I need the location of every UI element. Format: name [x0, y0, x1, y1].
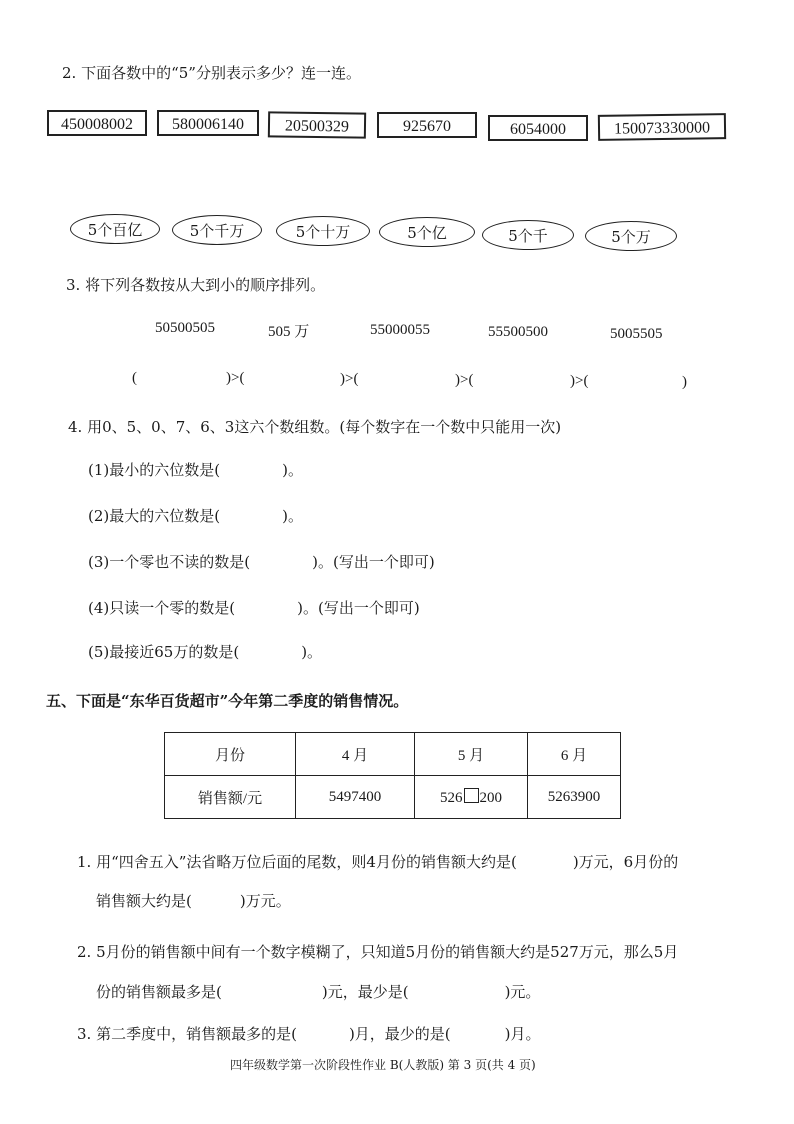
q4-title: 4. 用0、5、0、7、6、3这六个数组数。(每个数字在一个数中只能用一次)	[68, 418, 562, 436]
sec5-q2-text: )元。	[504, 983, 541, 1001]
q4-item-prefix: (4)只读一个零的数是(	[88, 599, 236, 617]
order-number: 5005505	[610, 326, 663, 342]
sec5-q3-text: 3. 第二季度中，销售额最多的是(	[77, 1025, 297, 1043]
answer-paren[interactable]: )	[682, 374, 687, 390]
q4-item-suffix: )。(写出一个即可)	[312, 553, 435, 571]
sec5-q1-line1	[77, 851, 678, 872]
sec5-q3-text: )月。	[504, 1025, 541, 1043]
sec5-q3	[77, 1023, 541, 1044]
table-row	[165, 733, 621, 776]
table-cell: 5497400	[296, 776, 415, 819]
value-part: 526	[440, 789, 463, 806]
q4-item-prefix: (2)最大的六位数是(	[88, 507, 221, 525]
q4-item-suffix: )。	[301, 643, 323, 661]
number-box[interactable]: 20500329	[268, 111, 366, 138]
table-cell	[415, 776, 528, 819]
sec5-q2-line1: 2. 5月份的销售额中间有一个数字模糊了，只知道5月份的销售额大约是527万元，那么5月	[77, 943, 679, 961]
sales-table	[164, 732, 621, 819]
q4-item	[88, 597, 420, 618]
q4-item-prefix: (5)最接近65万的数是(	[88, 643, 240, 661]
sec5-q1-text: )万元。	[239, 892, 291, 910]
answer-blank[interactable]: )>(	[340, 371, 359, 387]
order-number: 55500500	[488, 324, 548, 340]
q4-item	[88, 551, 435, 572]
q4-item	[88, 641, 322, 662]
page-footer: 四年级数学第一次阶段性作业 B(人教版) 第 3 页(共 4 页)	[230, 1058, 536, 1072]
order-number: 55000055	[370, 322, 430, 338]
value-part: 200	[479, 789, 502, 806]
order-number: 50500505	[155, 320, 215, 336]
q4-item-suffix: )。	[282, 507, 303, 525]
sec5-q2-text: 份的销售额最多是(	[96, 983, 222, 1001]
table-header-cell: 6 月	[528, 733, 621, 776]
table-header-cell: 4 月	[296, 733, 415, 776]
table-cell: 5263900	[528, 776, 621, 819]
table-row	[165, 776, 621, 819]
unit-oval[interactable]: 5个十万	[276, 216, 370, 246]
q4-item	[88, 459, 303, 480]
unit-oval[interactable]: 5个百亿	[70, 214, 160, 244]
number-box[interactable]: 925670	[377, 112, 477, 138]
q4-item	[88, 505, 303, 526]
sec5-q2-text: )元，最少是(	[321, 983, 409, 1001]
sec5-q2-line2	[96, 981, 540, 1002]
order-number: 505 万	[268, 324, 310, 340]
number-box[interactable]: 150073330000	[598, 113, 726, 141]
unit-oval[interactable]: 5个亿	[379, 217, 475, 247]
q4-item-prefix: (3)一个零也不读的数是(	[88, 553, 251, 571]
sec5-q1-text: 1. 用“四舍五入”法省略万位后面的尾数，则4月份的销售额大约是(	[77, 853, 517, 871]
sec5-q1-text: 销售额大约是(	[96, 892, 192, 910]
unit-oval[interactable]: 5个千万	[172, 215, 262, 245]
unit-oval[interactable]: 5个万	[585, 221, 677, 251]
table-row-label: 销售额/元	[165, 776, 296, 819]
unit-oval[interactable]: 5个千	[482, 220, 574, 250]
table-header-cell: 5 月	[415, 733, 528, 776]
sec5-q1-text: )万元，6月份的	[572, 853, 679, 871]
sec5-q3-text: )月，最少的是(	[348, 1025, 451, 1043]
answer-blank[interactable]: )>(	[226, 370, 245, 386]
answer-blank[interactable]: )>(	[455, 372, 474, 388]
number-box[interactable]: 580006140	[157, 110, 259, 136]
sec5-q1-line2	[96, 890, 291, 911]
table-header-cell: 月份	[165, 733, 296, 776]
number-box[interactable]: 450008002	[47, 110, 147, 136]
q4-item-suffix: )。	[282, 461, 303, 479]
q3-title: 3. 将下列各数按从大到小的顺序排列。	[66, 276, 326, 294]
q4-item-suffix: )。(写出一个即可)	[297, 599, 420, 617]
number-box[interactable]: 6054000	[488, 115, 588, 141]
answer-blank[interactable]: )>(	[570, 373, 589, 389]
blurred-digit-box	[464, 788, 479, 803]
q4-item-prefix: (1)最小的六位数是(	[88, 461, 221, 479]
answer-paren: (	[132, 370, 137, 386]
q2-title: 2. 下面各数中的“5”分别表示多少？连一连。	[62, 64, 361, 82]
section5-title: 五、下面是“东华百货超市”今年第二季度的销售情况。	[46, 692, 409, 710]
